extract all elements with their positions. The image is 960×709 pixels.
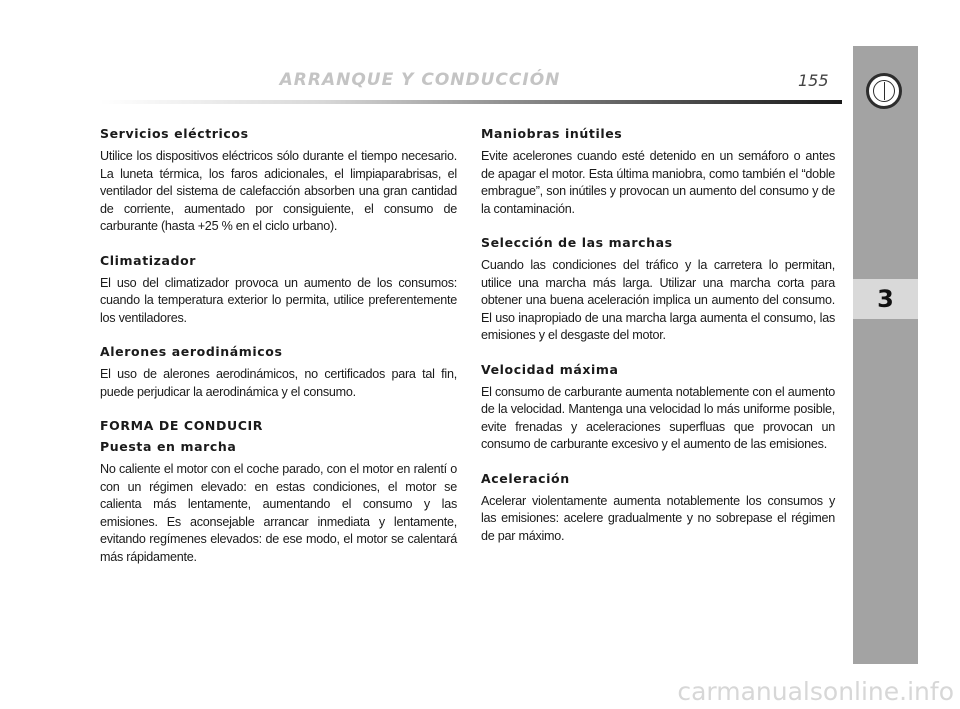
- chapter-heading: FORMA DE CONDUCIR: [100, 418, 263, 433]
- section-text: No caliente el motor con el coche parado, con el motor en ralentí o con un régimen elevado: en estas condiciones, el motor se calienta más lentamente, aumentando el consumo y las emisiones. Es aconsejable arrancar inmediata y lentamente, evitando regímenes elevados: de ese modo, el motor se calentará más rápidamente.: [100, 462, 457, 564]
- section-heading: Alerones aerodinámicos: [100, 344, 283, 359]
- section-heading: Aceleración: [481, 470, 570, 486]
- chapter-number: 3: [853, 279, 918, 319]
- section-text: Utilice los dispositivos eléctricos sólo durante el tiempo necesario. La luneta térmica, los faros adicionales, el limpiaparabrisas, el ventilador del sistema de calefacción absorben una gran cantidad de corriente, aumentado por consiguiente, el consumo de carburante (hasta +25 % en el ciclo urbano).: [100, 149, 457, 233]
- watermark: carmanualsonline.info: [677, 677, 954, 706]
- section-heading: Maniobras inútiles: [481, 126, 623, 141]
- section-text: El uso de alerones aerodinámicos, no certificados para tal fin, puede perjudicar la aerodinámica y el consumo.: [100, 367, 457, 399]
- header-rule: [100, 100, 842, 104]
- page-number: 155: [798, 71, 829, 90]
- section-text: El uso del climatizador provoca un aumento de los consumos: cuando la temperatura exterior lo permita, utilice preferentemente los ventiladores.: [100, 275, 457, 325]
- alfa-romeo-emblem-icon: [866, 73, 902, 109]
- section-heading: Selección de las marchas: [481, 235, 673, 250]
- section-text: Evite acelerones cuando esté detenido en un semáforo o antes de apagar el motor. Esta última maniobra, como también el “doble embrague”, son inútiles y provocan un aumento del consumo y de la contaminación.: [481, 149, 835, 216]
- section-heading: Puesta en marcha: [100, 439, 237, 454]
- section-text: Acelerar violentamente aumenta notablemente los consumos y las emisiones: acelere gradualmente y no sobrepase el régimen de par máximo.: [481, 493, 835, 543]
- left-column: [100, 126, 457, 583]
- section-heading: Climatizador: [100, 252, 197, 268]
- side-tab: [853, 46, 918, 664]
- section-text: El consumo de carburante aumenta notablemente con el aumento de la velocidad. Mantenga una velocidad lo más uniforme posible, evite frenadas y aceleraciones superfluas que provocan un consumo de carburante excesivo y el aumento de las emisiones.: [481, 384, 835, 451]
- section-text: Cuando las condiciones del tráfico y la carretera lo permitan, utilice una marcha más larga. Utilizar una marcha corta para obtener una buena aceleración implica un aumento del consumo. El uso inapropiado de una marcha larga aumenta el consumo, las emisiones y el desgaste del motor.: [481, 258, 835, 342]
- right-column: [481, 126, 835, 562]
- header-title: ARRANQUE Y CONDUCCIÓN: [279, 70, 561, 90]
- section-heading: Servicios eléctricos: [100, 126, 249, 141]
- section-heading: Velocidad máxima: [481, 361, 619, 377]
